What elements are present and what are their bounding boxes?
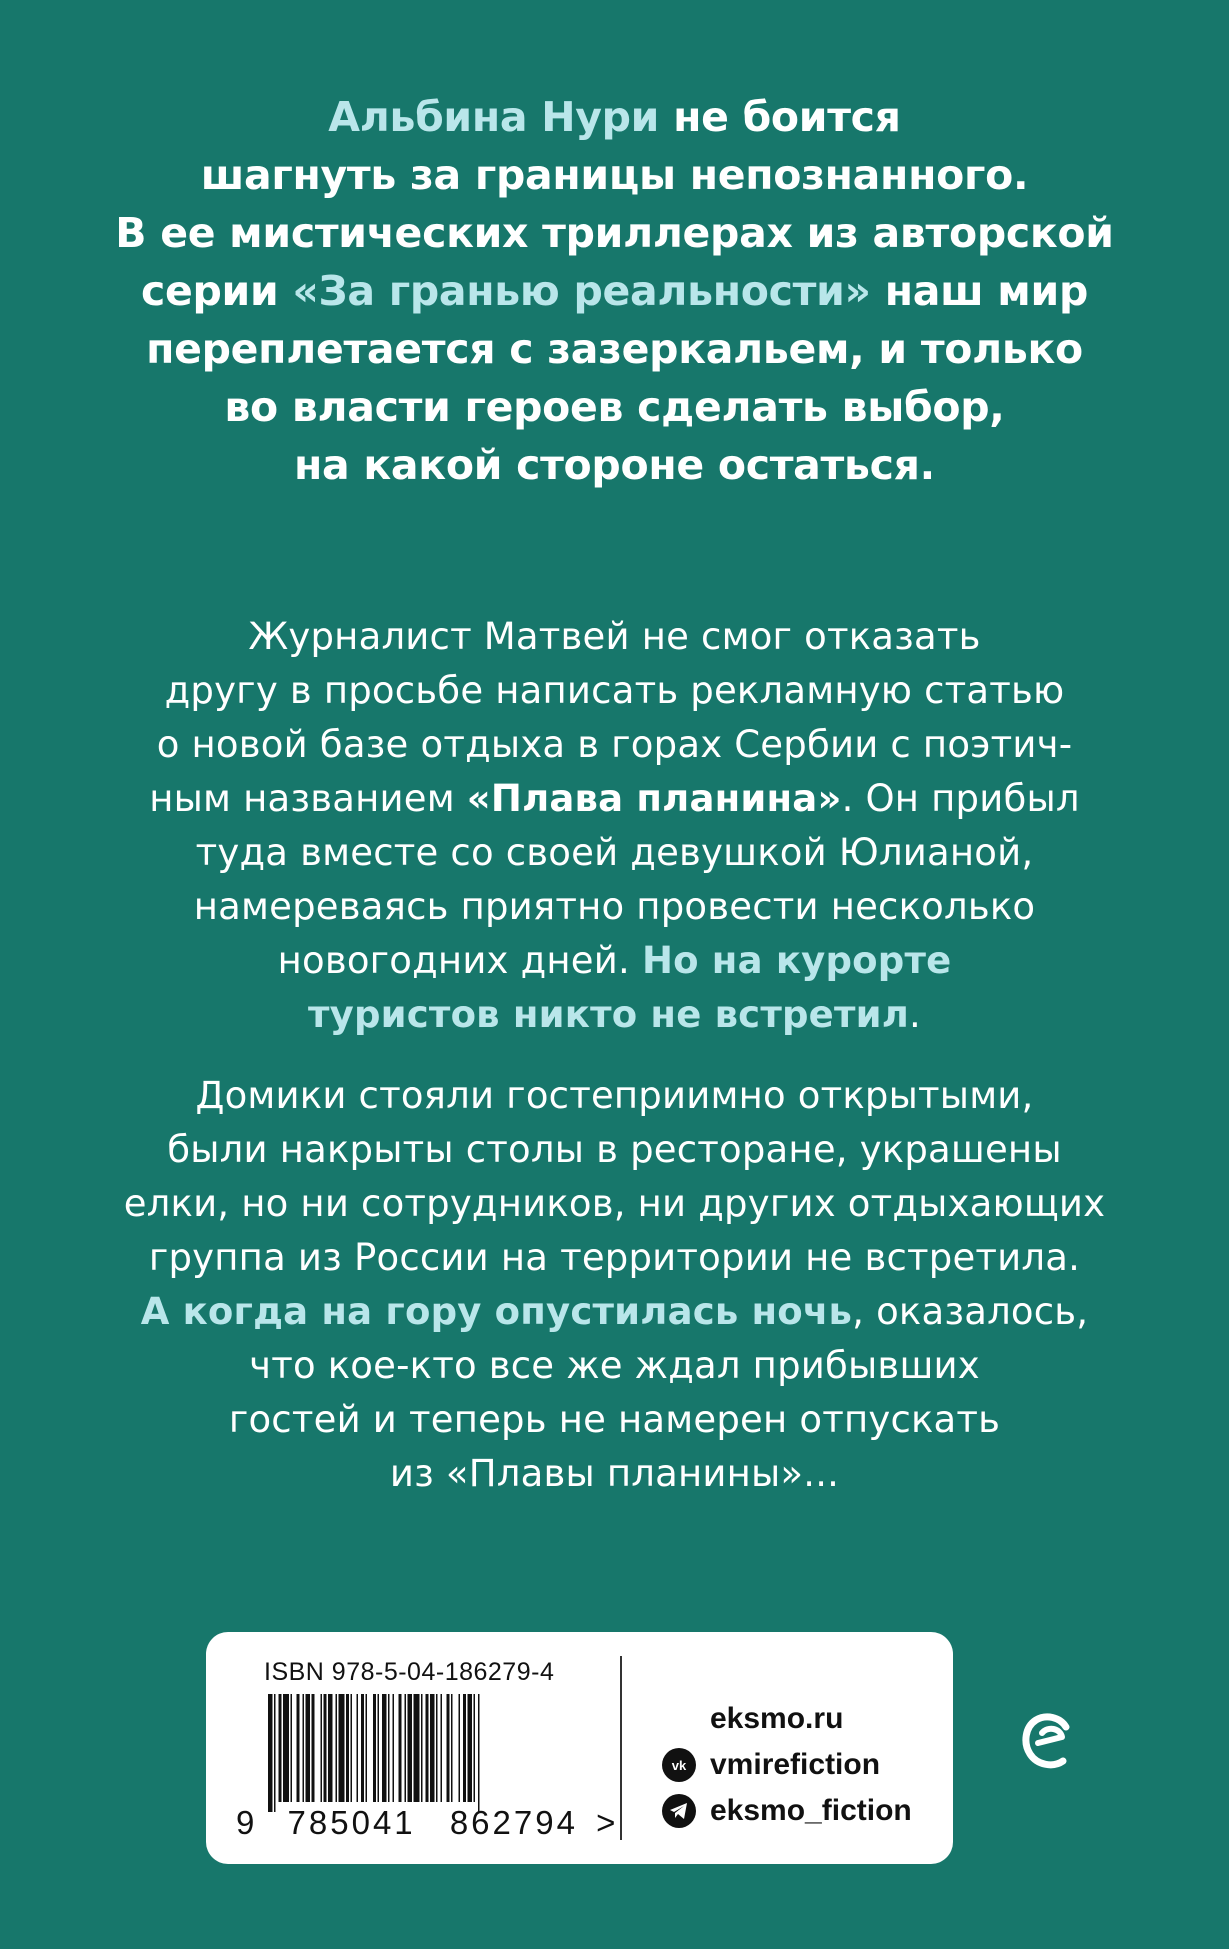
barcode-bar — [436, 1694, 438, 1802]
publisher-contacts — [662, 1696, 912, 1834]
barcode-bar — [463, 1694, 466, 1802]
vk-handle: vmirefiction — [710, 1748, 881, 1781]
barcode-card — [206, 1632, 953, 1864]
series-name: «За гранью реальности» — [292, 267, 871, 315]
barcode-bar — [328, 1694, 333, 1802]
barcode-bar — [321, 1694, 323, 1802]
telegram-handle: eksmo_fiction — [710, 1794, 912, 1827]
telegram-icon — [662, 1794, 696, 1828]
synopsis-line: . — [909, 993, 921, 1036]
barcode-first-digit: 9 — [236, 1804, 258, 1841]
svg-text:vk: vk — [671, 1758, 687, 1772]
barcode-digits — [236, 1804, 618, 1842]
barcode-bar — [399, 1694, 402, 1802]
resort-name: «Плава планина» — [466, 777, 842, 820]
barcode-bar — [478, 1694, 480, 1812]
synopsis-line: . Он прибыл — [841, 777, 1080, 820]
barcode-bar — [474, 1694, 476, 1802]
synopsis-line: намереваясь приятно провести несколько — [193, 885, 1036, 928]
contact-website — [662, 1696, 912, 1742]
eksmo-logo-icon — [1022, 1713, 1072, 1769]
intro-text: наш мир — [870, 267, 1088, 315]
barcode-bar — [451, 1694, 453, 1802]
barcode-bar — [366, 1694, 368, 1802]
synopsis-line: туда вместе со своей девушкой Юлианой, — [195, 831, 1034, 874]
barcode-bar — [346, 1694, 349, 1802]
barcode-quiet-mark: > — [596, 1804, 619, 1841]
barcode-bar — [441, 1694, 443, 1802]
barcode-group-1: 785041 — [287, 1804, 416, 1841]
synopsis-line: что кое-кто все же ждал прибывших — [249, 1344, 980, 1387]
barcode-group-2: 862794 — [449, 1804, 578, 1841]
intro-text: не боится — [659, 93, 901, 141]
synopsis-line: другу в просьбе написать рекламную статью — [164, 669, 1065, 712]
barcode-bar — [291, 1694, 293, 1802]
author-intro — [60, 88, 1169, 494]
intro-text: шагнуть за границы непознанного. — [200, 151, 1029, 199]
isbn-label: ISBN 978-5-04-186279-4 — [264, 1658, 555, 1686]
card-divider — [620, 1656, 622, 1840]
barcode-bar — [430, 1694, 435, 1802]
highlight-text: А когда на гору опустилась ночь — [140, 1290, 853, 1333]
website-link: eksmo.ru — [710, 1702, 844, 1735]
barcode-bar — [459, 1694, 461, 1802]
intro-text: переплетается с зазеркальем, и только — [146, 325, 1083, 373]
barcode-bar — [388, 1694, 390, 1802]
barcode-bar — [468, 1694, 473, 1802]
highlight-text: туристов никто не встретил — [308, 993, 910, 1036]
barcode-bar — [306, 1694, 311, 1802]
intro-text: В ее мистических триллерах из авторской — [115, 209, 1114, 257]
barcode-bar — [426, 1694, 429, 1802]
barcode-bar — [324, 1694, 327, 1802]
barcode-bar — [361, 1694, 364, 1802]
author-name: Альбина Нури — [328, 93, 660, 141]
barcode-bar — [339, 1694, 345, 1802]
synopsis-paragraph-1 — [80, 610, 1149, 1042]
contact-vk — [662, 1742, 912, 1788]
synopsis-line: новогодних дней. — [277, 939, 642, 982]
synopsis-line: группа из России на территории не встретила. — [148, 1236, 1081, 1279]
barcode-bar — [283, 1694, 289, 1802]
barcode-bar — [421, 1694, 423, 1802]
barcode-bar — [279, 1694, 282, 1802]
synopsis-line: Домики стояли гостеприимно открытыми, — [195, 1074, 1034, 1117]
barcode-bar — [357, 1694, 359, 1802]
highlight-text: Но на курорте — [641, 939, 952, 982]
intro-text: во власти героев сделать выбор, — [224, 383, 1005, 431]
synopsis-paragraph-2 — [80, 1069, 1149, 1501]
barcode-bar — [336, 1694, 338, 1802]
intro-text: на какой стороне остаться. — [294, 441, 935, 489]
barcode-bar — [414, 1694, 420, 1802]
synopsis-line: были накрыты столы в ресторане, украшены — [167, 1128, 1062, 1171]
barcode-bar — [268, 1694, 273, 1812]
barcode-bar — [351, 1694, 353, 1802]
barcode-bar — [303, 1694, 305, 1802]
synopsis-line: елки, но ни сотрудников, ни других отдыхающих — [123, 1182, 1106, 1225]
synopsis-line: из «Плавы планины»... — [389, 1452, 840, 1495]
contact-telegram — [662, 1788, 912, 1834]
barcode-image — [268, 1694, 574, 1812]
barcode-bar — [274, 1694, 276, 1812]
barcode-bar — [382, 1694, 387, 1802]
synopsis-line: о новой базе отдыха в горах Сербии с поэтич- — [156, 723, 1073, 766]
barcode-bar — [378, 1694, 380, 1802]
barcode-bar — [405, 1694, 407, 1802]
vk-icon — [662, 1748, 696, 1782]
synopsis-line: , оказалось, — [852, 1290, 1089, 1333]
synopsis-line: Журналист Матвей не смог отказать — [248, 615, 981, 658]
synopsis-line: ным названием — [149, 777, 467, 820]
barcode-bar — [312, 1694, 315, 1802]
barcode-bar — [373, 1694, 376, 1802]
synopsis-line: гостей и теперь не намерен отпускать — [228, 1398, 1001, 1441]
barcode-bar — [393, 1694, 395, 1802]
barcode-bar — [408, 1694, 413, 1802]
barcode-bar — [297, 1694, 300, 1802]
intro-text: серии — [140, 267, 293, 315]
barcode-bar — [447, 1694, 450, 1802]
